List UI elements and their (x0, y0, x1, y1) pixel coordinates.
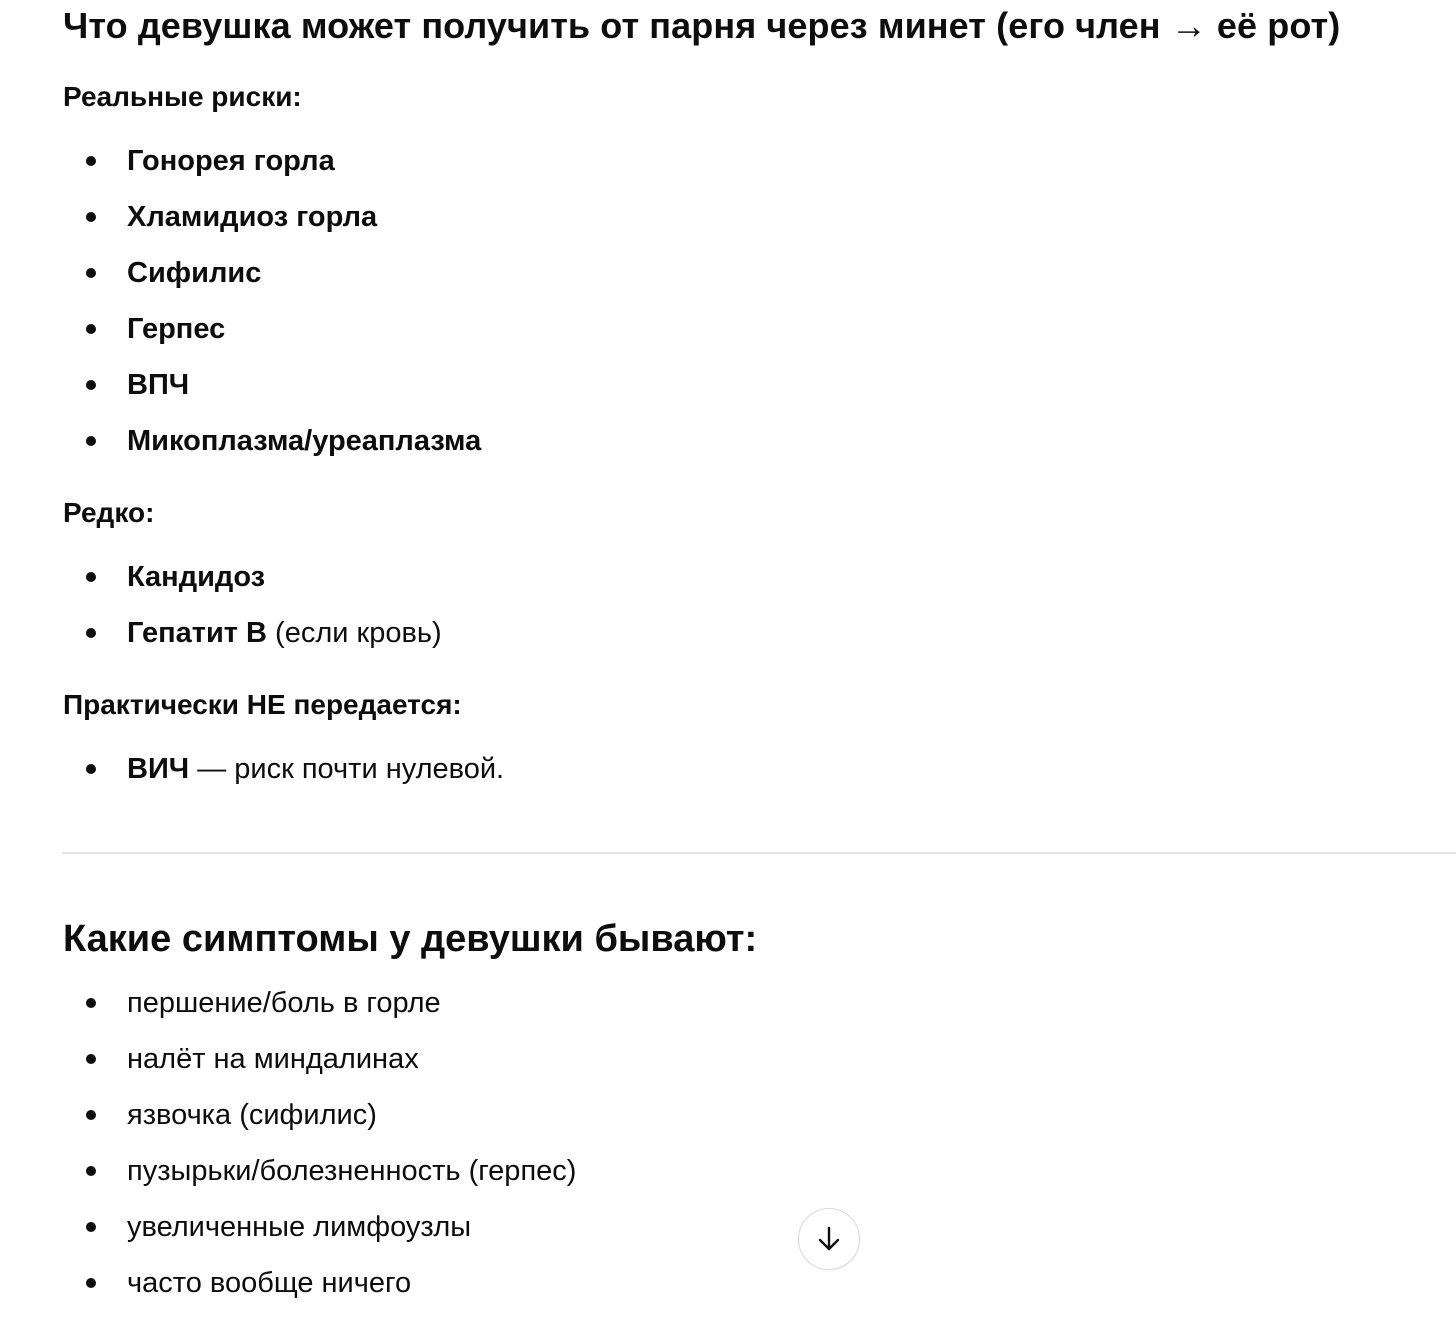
bullet-icon (86, 1222, 96, 1232)
scroll-to-bottom-button[interactable] (798, 1208, 860, 1270)
bullet-icon (86, 436, 96, 446)
list-item: ВИЧ — риск почти нулевой. (63, 751, 504, 807)
symptoms-heading: Какие симптомы у девушки бывают: (63, 918, 758, 960)
not-transmitted-label: Практически НЕ передается: (63, 689, 462, 720)
bullet-icon (86, 1278, 96, 1288)
real-risks-list (63, 143, 481, 479)
bullet-icon (86, 1166, 96, 1176)
bullet-icon (86, 764, 96, 774)
list-item: Хламидиоз горла (63, 199, 481, 255)
bullet-icon (86, 1054, 96, 1064)
bullet-icon (86, 156, 96, 166)
list-item: часто вообще ничего (63, 1265, 576, 1321)
list-item: пузырьки/болезненность (герпес) (63, 1153, 576, 1209)
rare-label: Редко: (63, 497, 155, 528)
list-item: налёт на миндалинах (63, 1041, 576, 1097)
bullet-icon (86, 324, 96, 334)
list-item: Герпес (63, 311, 481, 367)
list-item: увеличенные лимфоузлы (63, 1209, 576, 1265)
bullet-icon (86, 1110, 96, 1120)
bullet-icon (86, 268, 96, 278)
list-item: першение/боль в горле (63, 985, 576, 1041)
list-item: язвочка (сифилис) (63, 1097, 576, 1153)
bullet-icon (86, 572, 96, 582)
list-item: Гонорея горла (63, 143, 481, 199)
list-item: Микоплазма/уреаплазма (63, 423, 481, 479)
section-divider (62, 852, 1456, 854)
list-item: Гепатит B (если кровь) (63, 615, 442, 671)
list-item: Кандидоз (63, 559, 442, 615)
symptoms-list (63, 985, 576, 1321)
rare-list (63, 559, 442, 671)
bullet-icon (86, 380, 96, 390)
bullet-icon (86, 998, 96, 1008)
list-item: Сифилис (63, 255, 481, 311)
list-item: ВПЧ (63, 367, 481, 423)
not-transmitted-list (63, 751, 504, 807)
real-risks-label: Реальные риски: (63, 81, 302, 112)
bullet-icon (86, 628, 96, 638)
page-title: Что девушка может получить от парня через минет (его член → её рот) (63, 5, 1341, 46)
arrow-down-icon (814, 1224, 844, 1254)
bullet-icon (86, 212, 96, 222)
